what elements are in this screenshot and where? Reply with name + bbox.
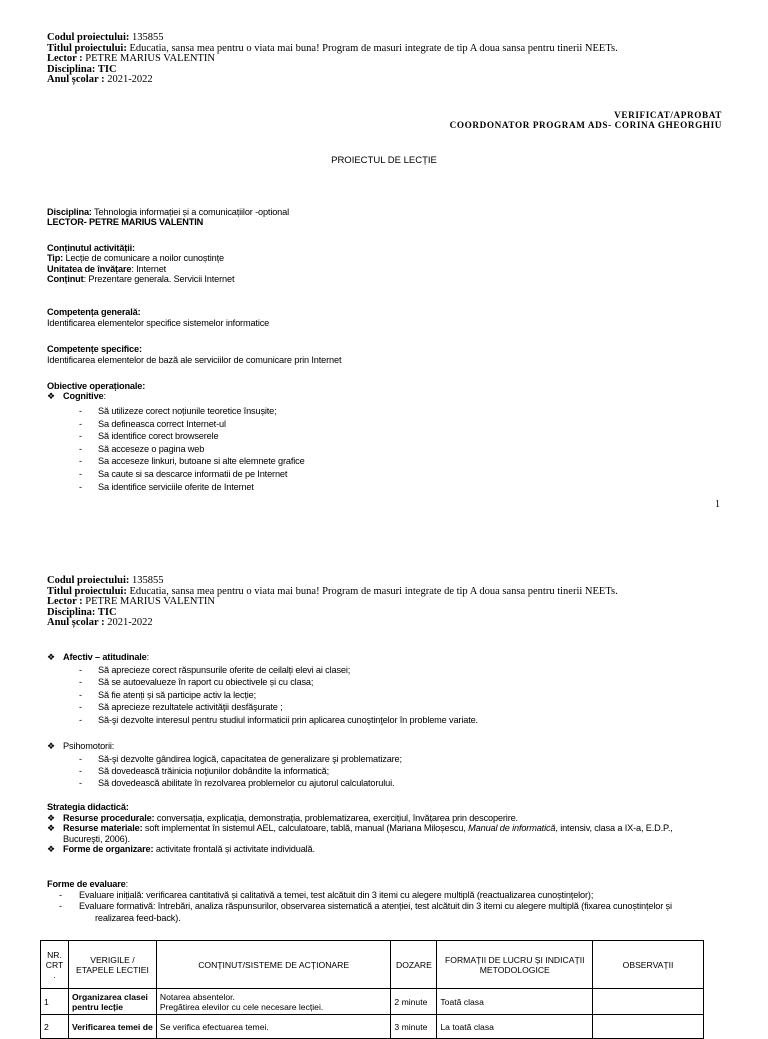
list-item: - Să-şi dezvolte gândirea logică, capacitatea de generalizare şi problematizare; <box>79 754 402 764</box>
approval-line-2: COORDONATOR PROGRAM ADS- CORINA GHEORGHIU <box>449 120 722 130</box>
lector-label: Lector : <box>47 53 83 64</box>
obiective-section <box>47 381 145 402</box>
approval-line-1: VERIFICAT/APROBAT <box>614 110 722 120</box>
list-item: - Să acceseze o pagina web <box>79 443 205 454</box>
col-header-continut: CONȚINUT/SISTEME DE ACȚIONARE <box>156 941 391 989</box>
col-header-observatii: OBSERVAȚII <box>593 941 704 989</box>
competente-specifice-value: Identificarea elementelor de bază ale serviciilor de comunicare prin Internet <box>47 354 342 365</box>
table-row: 2 Verificarea temei de Se verifica efectuarea temei. 3 minute La toată clasa <box>41 1015 704 1039</box>
diamond-bullet-icon: ❖ <box>47 652 55 662</box>
lector-name: PETRE MARIUS VALENTIN <box>82 53 215 64</box>
competenta-generala <box>47 307 269 328</box>
strategia-section: Strategia didactică: ❖ Resurse procedurale: conversația, explicația, demonstrația, problematizarea, exercițiul, învățarea prin descoperire. ❖ Resurse materiale: soft implementat în sistemul AEL, calculatoare, tablă, manual (Mariana Miloșescu, Manual de informatică, intensiv, clasa a IX-a, E.D.P., Bucureşti, 2006). ❖ Forme de organizare: activitate frontală și activitate individuală. <box>47 802 673 855</box>
col-header-dozare: DOZARE <box>391 941 437 989</box>
list-item: - Sa caute si sa descarce informatii de pe Internet <box>79 468 288 479</box>
list-item: - Evaluare formativă: întrebări, analiza răspunsurilor, observarea sistematică a atenției, test alcătuit din 3 itemi cu alegere multiplă (fixarea cunoștințelor și <box>47 901 672 912</box>
list-item: - Să utilizeze corect noțiunile teoretice însușite; <box>79 406 277 416</box>
continut-section <box>47 243 234 284</box>
unitatea-value: : Internet <box>131 263 167 274</box>
afectiv-list <box>0 664 478 726</box>
list-item: - Evaluare inițială: verificarea cantitativă și calitativă a temei, test alcătuit din 3 itemi cu alegere multiplă (reactualizarea cunoștințelor); <box>47 890 594 901</box>
competenta-generala-heading: Competența generală: <box>47 307 141 317</box>
approval-block <box>450 110 722 130</box>
disciplina-value: Tehnologia informației și a comunicațiilor -optional <box>91 207 289 217</box>
school-year: 2021-2022 <box>104 74 153 85</box>
cognitive-list <box>0 405 305 493</box>
diamond-bullet-icon: ❖ <box>47 823 55 834</box>
list-item: - Să aprecieze rezultatele activităţii desfăşurate ; <box>79 702 283 713</box>
project-header-2: Codul proiectului: 135855 Titlul proiectului: Educatia, sansa mea pentru o viata mai buna! Program de masuri integrate de tip A doua sansa pentru tinerii NEETs. Lector : PETRE MARIUS VALENTIN Disciplina: TIC Anul școlar : 2021-2022 <box>47 575 618 628</box>
competente-specifice <box>47 344 341 365</box>
obiective-heading: Obiective operaționale: <box>47 381 146 391</box>
diamond-bullet-icon: ❖ <box>47 812 55 823</box>
project-title: Educatia, sansa mea pentru o viata mai buna! Program de masuri integrate de tip A doua sansa pentru tinerii NEETs. <box>126 42 618 54</box>
continut-label: Conținut <box>47 273 84 284</box>
list-item: - Să aprecieze corect răspunsurile oferite de ceilalți elevi ai clasei; <box>79 665 351 675</box>
diamond-bullet-icon: ❖ <box>47 391 55 402</box>
afectiv-label: Afectiv – atitudinale <box>63 652 147 662</box>
list-item: - Să se autoevalueze în raport cu obiectivele și cu clasa; <box>79 677 314 688</box>
continut-heading: Conținutul activității: <box>47 243 135 253</box>
project-code: 135855 <box>129 32 164 43</box>
page-number: 1 <box>715 499 720 510</box>
list-item: - Să-şi dezvolte interesul pentru studiul informaticii prin aplicarea cunoştinţelor în probleme variate. <box>79 714 478 725</box>
tip-value: Lecție de comunicare a noilor cunoștințe <box>63 253 224 264</box>
cognitive-label: Cognitive <box>63 391 104 402</box>
col-header-etape: VERIGILE / ETAPELE LECTIEI <box>68 941 156 989</box>
strategia-heading: Strategia didactică: <box>47 802 129 812</box>
list-item: - Sa acceseze linkuri, butoane si alte elemnete grafice <box>79 456 305 467</box>
list-item: - Să fie atenți și să participe activ la lecție; <box>79 689 257 700</box>
psihomotorii-section: ❖ Psihomotorii: <box>47 741 115 751</box>
lesson-table <box>40 940 704 1039</box>
forme-evaluare-heading: Forme de evaluare <box>47 879 126 889</box>
competente-specifice-heading: Competențe specifice: <box>47 344 142 354</box>
continut-value: : Prezentare generala. Servicii Internet <box>83 273 235 284</box>
project-code-label: Codul proiectului: <box>47 32 130 43</box>
diamond-bullet-icon: ❖ <box>47 741 55 751</box>
col-header-formatii: FORMAȚII DE LUCRU ȘI INDICAȚII METODOLOGICE <box>437 941 593 989</box>
list-item: - Sa identifice serviciile oferite de Internet <box>79 481 254 492</box>
project-header <box>47 33 618 86</box>
disciplina-header: Disciplina: TIC <box>47 63 117 75</box>
competenta-generala-value: Identificarea elementelor specifice sistemelor informatice <box>47 317 270 328</box>
list-item: - Să dovedească trăinicia noţiunilor dobândite la informatică; <box>79 766 330 777</box>
col-header-nr: NR. CRT . <box>41 941 69 989</box>
school-year-label: Anul școlar : <box>47 74 105 85</box>
table-header-row <box>41 941 704 989</box>
lector-line: LECTOR- PETRE MARIUS VALENTIN <box>47 217 204 227</box>
disciplina-label: Disciplina: <box>47 207 92 217</box>
list-item: - Să dovedească abilitate în rezolvarea problemelor cu ajutorul calculatorului. <box>79 778 395 789</box>
lesson-meta <box>47 207 289 227</box>
unitatea-label: Unitatea de învățare <box>47 263 132 274</box>
document-title: PROIECTUL DE LECȚIE <box>331 155 437 166</box>
psihomotorii-label: Psihomotorii <box>63 741 112 751</box>
afectiv-section: ❖ Afectiv – atitudinale: <box>47 652 150 662</box>
tip-label: Tip: <box>47 253 64 264</box>
list-item: - Sa defineasca correct Internet-ul <box>79 418 226 429</box>
list-item: - Să identifice corect browserele <box>79 431 219 442</box>
psihomotorii-list <box>0 753 402 790</box>
forme-evaluare-section: Forme de evaluare: - Evaluare inițială: verificarea cantitativă și calitativă a temei, test alcătuit din 3 itemi cu alegere multiplă (reactualizarea cunoștințelor); - Evaluare formativă: întrebări, analiza răspunsurilor, observarea sistematică a atenției, test alcătuit din 3 itemi cu alegere multiplă (fixarea cunoștințelor și realizarea feed-back). <box>47 879 672 923</box>
diamond-bullet-icon: ❖ <box>47 844 55 855</box>
table-row: 1 Organizarea clasei pentru lecție Notarea absentelor. Pregătirea elevilor cu cele necesare lecției. 2 minute Toată clasa <box>41 989 704 1015</box>
cognitive-colon: : <box>103 391 106 402</box>
project-title-label: Titlul proiectului: <box>47 42 127 54</box>
